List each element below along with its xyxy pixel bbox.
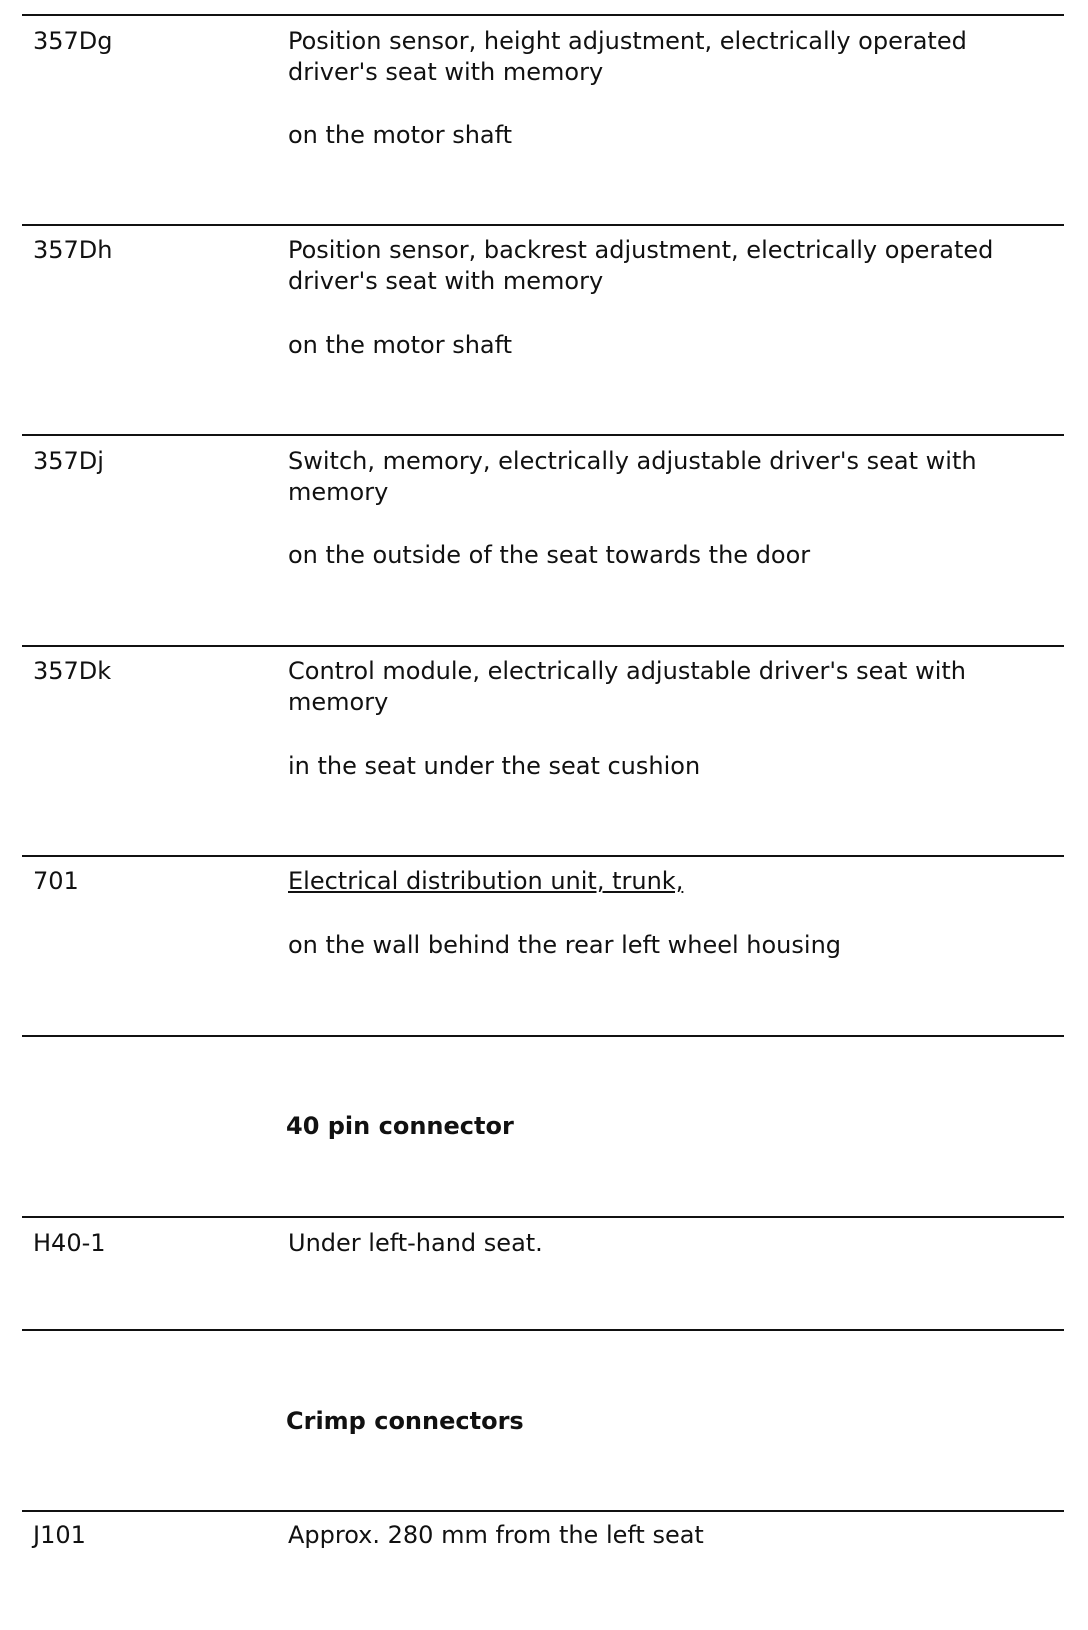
component-description: Position sensor, backrest adjustment, electrically operated driver's seat with memory: [288, 236, 994, 295]
component-code: 357Dg: [33, 27, 113, 55]
row-divider: [22, 224, 1064, 226]
section-heading: 40 pin connector: [286, 1112, 514, 1140]
component-code: 357Dk: [33, 657, 112, 685]
component-code: 701: [33, 867, 79, 895]
section-divider: [22, 1329, 1064, 1331]
component-location: on the motor shaft: [288, 331, 513, 359]
row-divider: [22, 1216, 1064, 1218]
component-description: Position sensor, height adjustment, electrically operated driver's seat with memory: [288, 27, 967, 86]
component-location: on the wall behind the rear left wheel housing: [288, 931, 842, 959]
component-location: Under left-hand seat.: [288, 1229, 543, 1257]
component-location: in the seat under the seat cushion: [288, 752, 701, 780]
row-divider: [22, 434, 1064, 436]
component-code: H40-1: [33, 1229, 106, 1257]
component-location: Approx. 280 mm from the left seat: [288, 1521, 704, 1549]
component-code: 357Dh: [33, 236, 113, 264]
section-heading: Crimp connectors: [286, 1407, 524, 1435]
component-description-link[interactable]: Electrical distribution unit, trunk,: [288, 867, 684, 895]
component-location: on the motor shaft: [288, 121, 513, 149]
component-location: on the outside of the seat towards the door: [288, 541, 811, 569]
section-divider: [22, 1035, 1064, 1037]
component-code: 357Dj: [33, 447, 104, 475]
component-code: J101: [33, 1521, 86, 1549]
row-divider: [22, 645, 1064, 647]
row-divider: [22, 14, 1064, 16]
component-description: Control module, electrically adjustable driver's seat with memory: [288, 657, 966, 716]
row-divider: [22, 855, 1064, 857]
component-description: Switch, memory, electrically adjustable driver's seat with memory: [288, 447, 977, 506]
row-divider: [22, 1510, 1064, 1512]
